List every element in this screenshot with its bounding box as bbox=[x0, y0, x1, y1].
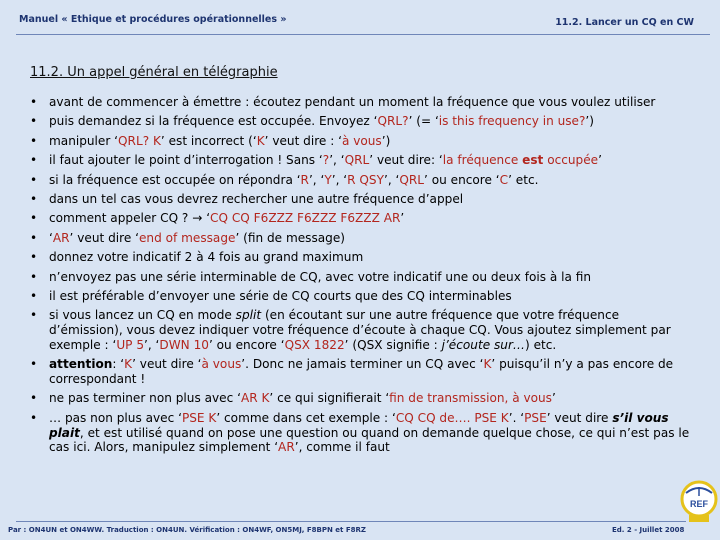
bullet-icon: • bbox=[30, 250, 38, 265]
list-item bbox=[28, 95, 694, 110]
highlight-text: fin de transmission, à vous bbox=[389, 391, 552, 406]
bullet-text: ’, ‘ bbox=[308, 172, 325, 187]
highlight-text: est bbox=[522, 153, 544, 168]
highlight-text: end of message bbox=[138, 230, 236, 245]
bullet-text: comment appeler CQ ? bbox=[49, 211, 193, 226]
highlight-text: CQ CQ de…. PSE K bbox=[395, 410, 509, 425]
bullet-text: ’ veut dire : ‘ bbox=[264, 133, 342, 148]
highlight-text: UP 5 bbox=[116, 337, 145, 352]
header-divider bbox=[16, 34, 710, 35]
italic-text: j’écoute sur… bbox=[441, 337, 526, 352]
list-item bbox=[28, 289, 694, 304]
arrow-icon: → bbox=[192, 211, 203, 226]
highlight-text: AR K bbox=[240, 391, 270, 406]
bullet-text: puis demandez si la fréquence est occupée. Envoyez ‘ bbox=[49, 114, 378, 129]
section-title: 11.2. Un appel général en télégraphie bbox=[30, 65, 278, 80]
bullet-text: ’ etc. bbox=[508, 172, 539, 187]
bullet-text: ‘ bbox=[202, 211, 211, 226]
bullet-text: ’ (QSX signifie : bbox=[344, 337, 442, 352]
highlight-text: C bbox=[499, 172, 509, 187]
bullet-icon: • bbox=[30, 288, 38, 303]
italic-text: split bbox=[235, 308, 262, 323]
highlight-text: PSE K bbox=[181, 410, 217, 425]
highlight-text: CQ CQ F6ZZZ F6ZZZ F6ZZZ AR bbox=[210, 211, 401, 226]
highlight-text: AR bbox=[278, 440, 295, 455]
bullet-text: donnez votre indicatif 2 à 4 fois au grand maximum bbox=[49, 250, 364, 265]
list-item bbox=[28, 270, 694, 285]
list-item bbox=[28, 391, 694, 406]
highlight-text: Y bbox=[324, 172, 332, 187]
bullet-text: ’. Donc ne jamais terminer un CQ avec ‘ bbox=[241, 357, 484, 372]
bullet-text: : ‘ bbox=[112, 357, 125, 372]
highlight-text: QSX 1822 bbox=[284, 337, 345, 352]
highlight-text: à vous bbox=[341, 133, 382, 148]
highlight-text: is this frequency in use? bbox=[438, 114, 586, 129]
bullet-text: ’ comme dans cet exemple : ‘ bbox=[216, 410, 396, 425]
list-item bbox=[28, 308, 694, 352]
ref-logo-icon bbox=[680, 480, 718, 524]
bullet-icon: • bbox=[30, 391, 38, 406]
highlight-text: R QSY bbox=[347, 172, 384, 187]
list-item bbox=[28, 173, 694, 188]
highlight-text: K bbox=[483, 357, 492, 372]
bullet-icon: • bbox=[30, 269, 38, 284]
bullet-icon: • bbox=[30, 410, 38, 425]
bullet-text: ’ veut dire bbox=[546, 410, 613, 425]
bullet-text: ’ (= ‘ bbox=[408, 114, 439, 129]
bullet-text: ’, ‘ bbox=[383, 172, 400, 187]
highlight-text: à vous bbox=[201, 357, 242, 372]
list-item bbox=[28, 153, 694, 168]
bullet-text: ne pas terminer non plus avec ‘ bbox=[49, 391, 241, 406]
bullet-list bbox=[28, 95, 694, 460]
highlight-text: QRL? bbox=[377, 114, 409, 129]
bullet-text: , et est utilisé quand on pose une question ou quand on demande quelque chose, ce qui n’est pas le cas ici. Alors, manipulez simplement ‘ bbox=[49, 425, 690, 455]
bullet-text: il est préférable d’envoyer une série de CQ courts que des CQ interminables bbox=[49, 288, 512, 303]
bullet-text: ’ veut dire ‘ bbox=[69, 230, 139, 245]
bullet-text: ’ ou encore ‘ bbox=[424, 172, 500, 187]
bullet-text: dans un tel cas vous devrez rechercher une autre fréquence d’appel bbox=[49, 191, 464, 206]
highlight-text: ? bbox=[322, 153, 330, 168]
bullet-text: ’. ‘ bbox=[508, 410, 525, 425]
bullet-text: si la fréquence est occupée on répondra ‘ bbox=[49, 172, 301, 187]
footer-edition: Ed. 2 - Juillet 2008 bbox=[612, 526, 685, 534]
bullet-text: … pas non plus avec ‘ bbox=[49, 410, 182, 425]
bullet-icon: • bbox=[30, 114, 38, 129]
bullet-text: ’, ‘ bbox=[331, 172, 348, 187]
bullet-text: ’ veut dire: ‘ bbox=[369, 153, 443, 168]
bullet-text: ’) bbox=[585, 114, 594, 129]
logo-text: REF bbox=[690, 499, 708, 509]
bullet-text: ’ bbox=[598, 153, 602, 168]
bullet-icon: • bbox=[30, 357, 38, 372]
bullet-text: ) etc. bbox=[525, 337, 557, 352]
list-item bbox=[28, 231, 694, 246]
highlight-text: PSE bbox=[524, 410, 547, 425]
list-item bbox=[28, 114, 694, 129]
highlight-text: AR bbox=[52, 230, 70, 245]
bullet-text: ’) bbox=[381, 133, 391, 148]
bullet-text: avant de commencer à émettre : écoutez pendant un moment la fréquence que vous voulez utiliser bbox=[49, 95, 656, 109]
bullet-text: ’ veut dire ‘ bbox=[132, 357, 202, 372]
bullet-text: ’ est incorrect (‘ bbox=[160, 133, 257, 148]
highlight-text: occupée bbox=[543, 153, 599, 168]
list-item bbox=[28, 134, 694, 149]
bullet-text: ’ bbox=[551, 391, 556, 406]
bullet-text: ’, ‘ bbox=[144, 337, 160, 352]
highlight-text: QRL? K bbox=[118, 133, 161, 148]
highlight-text: QRL bbox=[399, 172, 425, 187]
highlight-text: K bbox=[256, 133, 265, 148]
bullet-text: ‘ bbox=[49, 230, 53, 245]
highlight-text: QRL bbox=[344, 153, 370, 168]
bullet-text: ’ ou encore ‘ bbox=[208, 337, 285, 352]
highlight-text: R bbox=[300, 172, 309, 187]
list-item bbox=[28, 357, 694, 387]
bold-italic-text: s’il vous plait bbox=[49, 410, 669, 440]
bullet-text: (en écoutant sur une autre fréquence que votre fréquence d’émission), vous devez indiquer votre fréquence d’écoute à chaque CQ. Vous ajoutez simplement par exemple : ‘ bbox=[49, 308, 671, 352]
bullet-text: ’ puisqu’il n’y a pas encore de correspondant ! bbox=[49, 357, 674, 387]
bullet-text: ’ ce qui signifierait ‘ bbox=[269, 391, 390, 406]
bullet-text: ’, ‘ bbox=[329, 153, 345, 168]
list-item bbox=[28, 192, 694, 207]
bullet-text: si vous lancez un CQ en mode bbox=[49, 308, 236, 323]
bullet-text: ’ bbox=[400, 211, 405, 226]
bullet-text: ’, comme il faut bbox=[294, 440, 390, 455]
bullet-text: n’envoyez pas une série interminable de CQ, avec votre indicatif une ou deux fois à la fin bbox=[49, 269, 592, 284]
list-item bbox=[28, 411, 694, 455]
highlight-text: la fréquence bbox=[442, 153, 523, 168]
bullet-icon: • bbox=[30, 95, 38, 109]
bullet-icon: • bbox=[30, 191, 38, 206]
bullet-icon: • bbox=[30, 230, 38, 245]
bullet-icon: • bbox=[30, 153, 38, 168]
highlight-text: K bbox=[124, 357, 133, 372]
header-manual-title: Manuel « Ethique et procédures opérationnelles » bbox=[19, 14, 287, 25]
bullet-icon: • bbox=[30, 211, 38, 226]
highlight-text: DWN 10 bbox=[159, 337, 209, 352]
bullet-text: il faut ajouter le point d’interrogation ! Sans ‘ bbox=[49, 153, 323, 168]
footer-divider bbox=[16, 521, 686, 522]
bullet-icon: • bbox=[30, 172, 38, 187]
bold-text: attention bbox=[49, 357, 113, 372]
bullet-text: manipuler ‘ bbox=[49, 133, 119, 148]
bullet-icon: • bbox=[30, 308, 38, 323]
bullet-text: ’ (fin de message) bbox=[235, 230, 346, 245]
bullet-icon: • bbox=[30, 133, 38, 148]
list-item bbox=[28, 211, 694, 226]
footer-credits: Par : ON4UN et ON4WW. Traduction : ON4UN. Vérification : ON4WF, ON5MJ, F8BPN et F8RZ bbox=[8, 526, 366, 534]
header-section-label: 11.2. Lancer un CQ en CW bbox=[555, 17, 694, 28]
list-item bbox=[28, 250, 694, 265]
